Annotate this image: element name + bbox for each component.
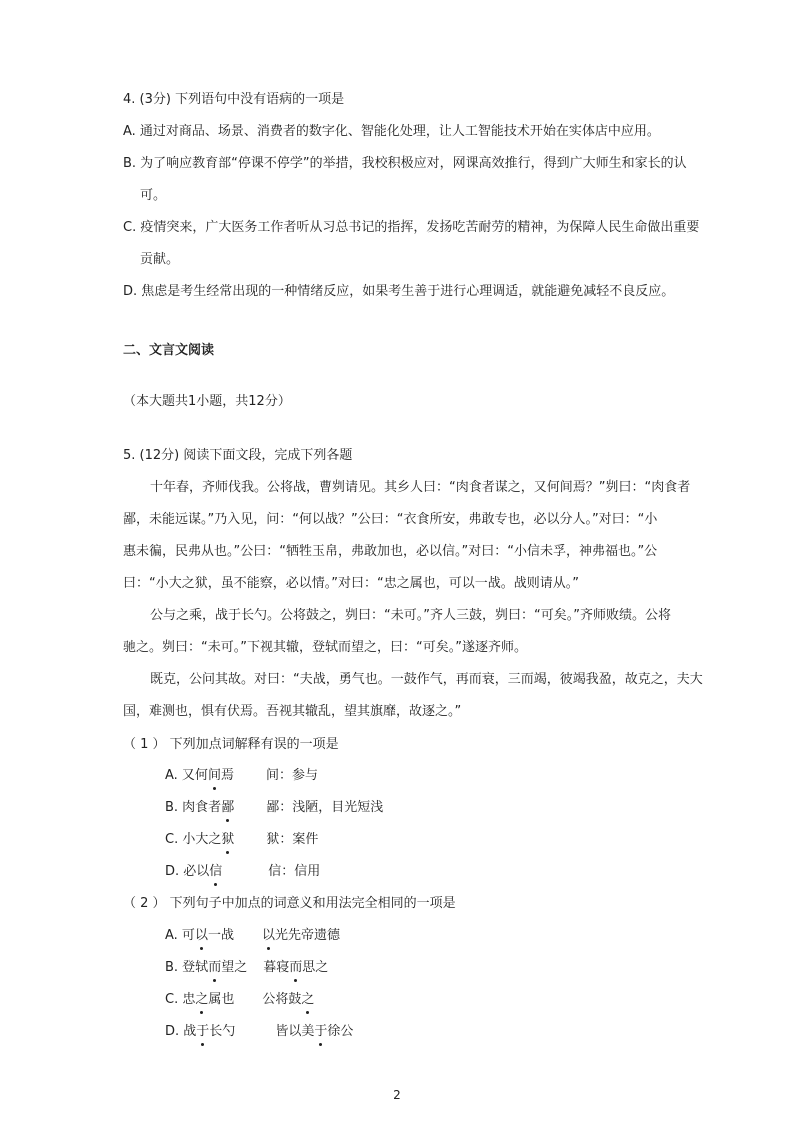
passage-p2-line1: 公与之乘，战于长勺。公将鼓之，刿曰：“未可。”齐人三鼓，刿曰：“可矣。”齐师败绩。公将	[150, 608, 671, 623]
sub2-a-example-right: 光先帝遗德	[274, 928, 340, 943]
sub1-d-left: D. 必以	[165, 864, 210, 879]
sub1-b-left: B. 肉食者	[165, 800, 222, 815]
q4-option-c-line2: 贡献。	[140, 252, 180, 267]
sub2-b-example-left: 暮寝	[263, 960, 290, 975]
sub2-a-example-dotted-char: 以	[261, 928, 275, 943]
sub1-d-explanation: 信：信用	[268, 864, 321, 879]
sub2-c-dotted-char: 之	[195, 992, 209, 1007]
q4-option-b-line2: 可。	[140, 188, 167, 203]
sub2-d-example-dotted-char: 于	[314, 1024, 328, 1039]
sub2-option-a	[165, 927, 340, 945]
section-title: 二、文言文阅读	[123, 343, 215, 358]
sub1-stem: （ 1 ） 下列加点词解释有误的一项是	[123, 737, 339, 752]
sub2-option-d	[165, 1023, 353, 1041]
sub1-a-dotted-char: 间	[207, 768, 221, 783]
sub2-c-left: C. 忠	[165, 992, 196, 1007]
passage-p1-line2: 鄙，未能远谋。”乃入见，问：“何以战？”公曰：“衣食所安，弗敢专也，必以分人。”对曰：“小	[123, 512, 658, 527]
q4-option-a: A. 通过对商品、场景、消费者的数字化、智能化处理，让人工智能技术开始在实体店中应用。	[123, 124, 660, 139]
sub2-d-example-left: 皆以美	[275, 1024, 315, 1039]
sub2-b-left: B. 登轼	[165, 960, 209, 975]
sub2-d-dotted-char: 于	[196, 1024, 210, 1039]
q4-option-d: D. 焦虑是考生经常出现的一种情绪反应，如果考生善于进行心理调适，就能避免减轻不良反应。	[123, 284, 675, 299]
q5-stem: 5. (12分) 阅读下面文段，完成下列各题	[123, 448, 353, 463]
sub2-c-example-left: 公将鼓	[262, 992, 302, 1007]
sub2-a-right: 一战	[207, 928, 234, 943]
sub2-b-dotted-char: 而	[208, 960, 222, 975]
passage-p1-line1: 十年春，齐师伐我。公将战，曹刿请见。其乡人曰：“肉食者谋之，又何间焉？”刿曰：“肉食者	[150, 480, 691, 495]
section-note: （本大题共1小题，共12分）	[123, 394, 291, 409]
sub1-d-dotted-char: 信	[209, 864, 223, 879]
q4-option-c-line1: C. 疫情突来，广大医务工作者听从习总书记的指挥，发扬吃苦耐劳的精神，为保障人民生命做出重要	[123, 220, 700, 235]
sub1-option-b	[165, 799, 383, 817]
passage-p1-line3: 惠未徧，民弗从也。”公曰：“牺牲玉帛，弗敢加也，必以信。”对曰：“小信未孚，神弗福也。”公	[123, 544, 658, 559]
sub1-a-right: 焉	[220, 768, 234, 783]
page-number: 2	[393, 1088, 401, 1102]
sub2-d-right: 长勺	[209, 1024, 236, 1039]
sub2-option-c	[165, 991, 314, 1009]
sub1-option-a	[165, 767, 318, 785]
sub1-b-dotted-char: 鄙	[221, 800, 235, 815]
sub1-b-explanation: 鄙：浅陋，目光短浅	[266, 800, 384, 815]
sub1-c-explanation: 狱：案件	[266, 832, 319, 847]
sub2-option-b	[165, 959, 328, 977]
q4-stem: 4. (3分) 下列语句中没有语病的一项是	[123, 92, 345, 107]
passage-p3-line2: 国，难测也，惧有伏焉。吾视其辙乱，望其旗靡，故逐之。”	[123, 704, 462, 719]
passage-p2-line2: 驰之。刿曰：“未可。”下视其辙，登轼而望之，曰：“可矣。”遂逐齐师。	[123, 640, 527, 655]
sub2-d-left: D. 战	[165, 1024, 197, 1039]
passage-p1-line4: 曰：“小大之狱，虽不能察，必以情。”对曰：“忠之属也，可以一战。战则请从。”	[123, 576, 579, 591]
sub1-c-dotted-char: 狱	[221, 832, 235, 847]
sub2-b-right: 望之	[221, 960, 248, 975]
passage-p3-line1: 既克，公问其故。对曰：“夫战，勇气也。一鼓作气，再而衰，三而竭，彼竭我盈，故克之，夫大	[150, 672, 703, 687]
sub2-stem: （ 2 ） 下列句子中加点的词意义和用法完全相同的一项是	[123, 896, 456, 911]
sub1-a-explanation: 间：参与	[265, 768, 318, 783]
sub2-d-example-right: 徐公	[327, 1024, 354, 1039]
q4-option-b-line1: B. 为了响应教育部“停课不停学”的举措，我校积极应对，网课高效推行，得到广大师生和家长的认	[123, 156, 687, 171]
sub2-a-left: A. 可	[165, 928, 195, 943]
sub1-a-left: A. 又何	[165, 768, 208, 783]
sub2-b-example-dotted-char: 而	[289, 960, 303, 975]
sub1-option-d	[165, 863, 320, 881]
sub2-c-right: 属也	[208, 992, 235, 1007]
sub1-c-left: C. 小大之	[165, 832, 222, 847]
sub1-option-c	[165, 831, 318, 849]
sub2-a-dotted-char: 以	[194, 928, 208, 943]
sub2-c-example-dotted-char: 之	[301, 992, 315, 1007]
sub2-b-example-right: 思之	[302, 960, 329, 975]
